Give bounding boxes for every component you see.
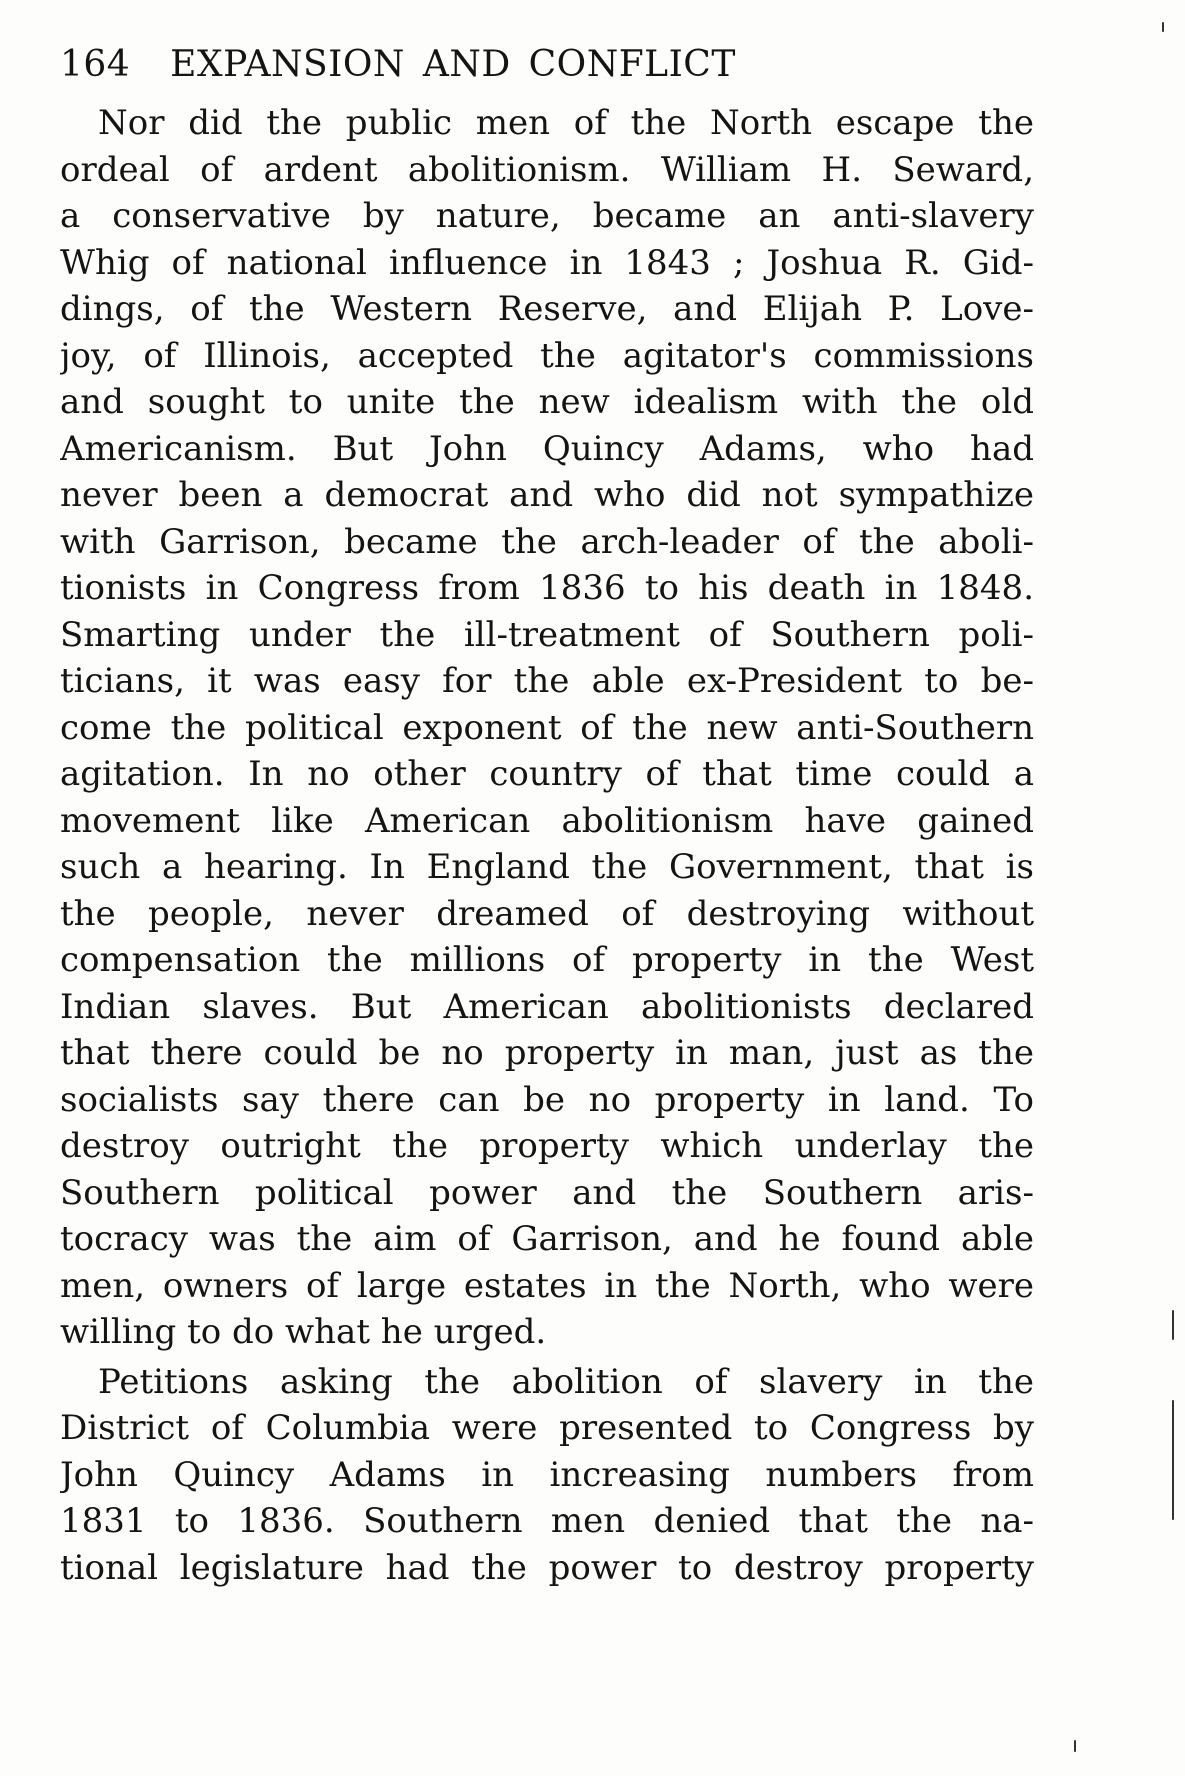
text-line: John Quincy Adams in increasing numbers from bbox=[60, 1454, 1034, 1495]
scan-speck bbox=[1162, 22, 1164, 32]
text-line: destroy outright the property which underlay the bbox=[60, 1126, 1034, 1166]
text-line: dings, of the Western Reserve, and Elijah P. Love- bbox=[60, 289, 1034, 329]
running-head bbox=[60, 40, 960, 90]
text-line: 1831 to 1836. Southern men denied that the na- bbox=[60, 1501, 1034, 1541]
text-line: Nor did the public men of the North escape the bbox=[98, 103, 1034, 143]
text-line: the people, never dreamed of destroying without bbox=[60, 893, 1034, 934]
text-line: with Garrison, became the arch-leader of the aboli- bbox=[60, 521, 1034, 562]
text-line: that there could be no property in man, just as the bbox=[60, 1033, 1034, 1073]
paragraph-1 bbox=[60, 100, 1034, 1356]
text-line: socialists say there can be no property in land. To bbox=[60, 1079, 1034, 1120]
text-line: agitation. In no other country of that time could a bbox=[60, 754, 1034, 794]
scan-speck bbox=[1074, 1740, 1076, 1752]
page-number: 164 bbox=[60, 44, 131, 85]
text-line: ticians, it was easy for the able ex-President to be- bbox=[60, 661, 1034, 701]
text-line: joy, of Illinois, accepted the agitator's commissions bbox=[60, 335, 1034, 376]
text-line: ordeal of ardent abolitionism. William H. Seward, bbox=[60, 149, 1034, 190]
text-line: Americanism. But John Quincy Adams, who had bbox=[60, 428, 1034, 469]
text-line: and sought to unite the new idealism with the old bbox=[60, 382, 1034, 422]
text-line: tocracy was the aim of Garrison, and he found able bbox=[60, 1219, 1034, 1259]
text-line: willing to do what he urged. bbox=[60, 1312, 547, 1352]
body-text bbox=[60, 100, 1034, 1591]
text-line: Southern political power and the Southern aris- bbox=[60, 1172, 1034, 1213]
scan-speck bbox=[1172, 1400, 1174, 1520]
text-line: Petitions asking the abolition of slavery in the bbox=[98, 1361, 1034, 1402]
text-line: men, owners of large estates in the North, who were bbox=[60, 1265, 1034, 1306]
text-line: a conservative by nature, became an anti-slavery bbox=[60, 196, 1034, 236]
text-line: District of Columbia were presented to Congress by bbox=[60, 1408, 1034, 1448]
text-line: come the political exponent of the new anti-Southern bbox=[60, 707, 1034, 748]
text-line: never been a democrat and who did not sympathize bbox=[60, 475, 1034, 515]
text-line: such a hearing. In England the Government, that is bbox=[60, 847, 1034, 887]
scan-speck bbox=[1172, 1310, 1174, 1340]
text-line: tionists in Congress from 1836 to his death in 1848. bbox=[60, 568, 1034, 608]
text-line: Indian slaves. But American abolitionists declared bbox=[60, 986, 1034, 1027]
chapter-title: EXPANSION AND CONFLICT bbox=[170, 44, 736, 85]
text-line: movement like American abolitionism have gained bbox=[60, 800, 1034, 841]
text-line: Whig of national influence in 1843 ; Joshua R. Gid- bbox=[60, 242, 1034, 283]
text-line: compensation the millions of property in the West bbox=[60, 940, 1034, 980]
text-line: tional legislature had the power to destroy property bbox=[60, 1547, 1034, 1588]
paragraph-2 bbox=[60, 1359, 1034, 1592]
text-line: Smarting under the ill-treatment of Southern poli- bbox=[60, 614, 1034, 655]
